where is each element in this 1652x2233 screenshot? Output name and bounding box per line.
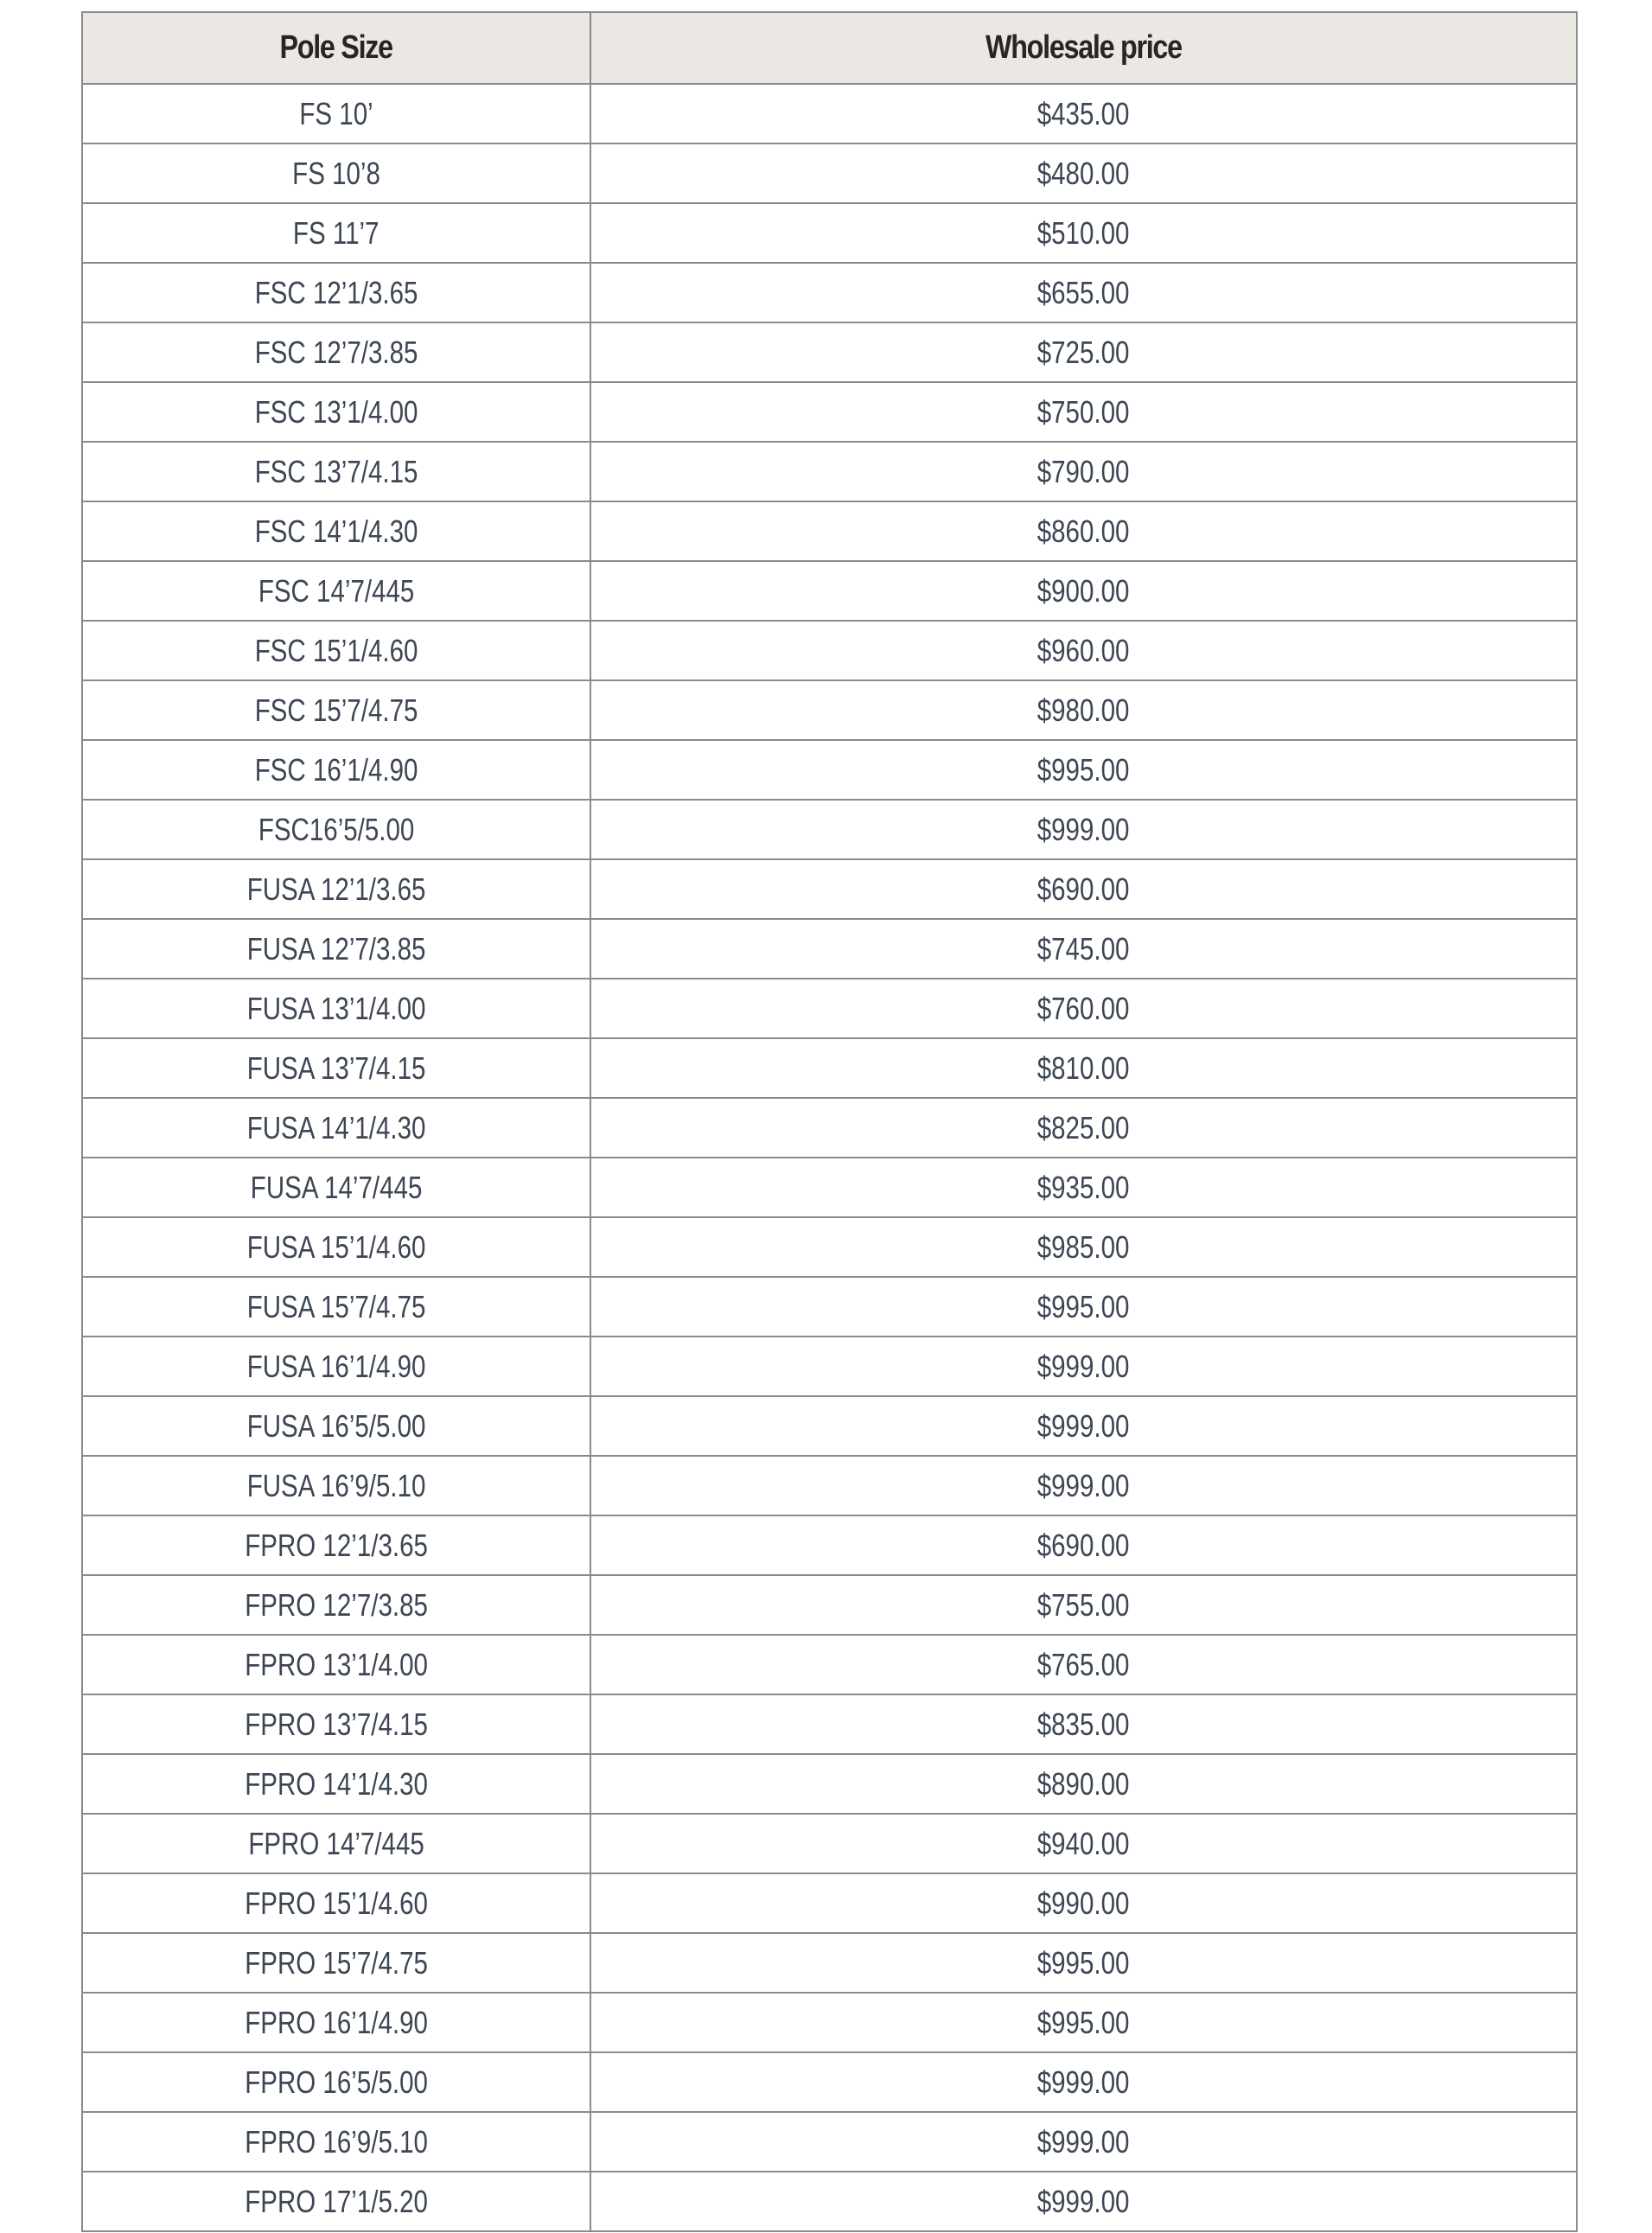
table-row	[82, 859, 1577, 919]
pole-size-cell	[82, 919, 590, 979]
pole-size-value: FSC 12’1/3.65	[254, 274, 418, 310]
wholesale-price-cell	[590, 1396, 1577, 1456]
wholesale-price-value: $980.00	[1037, 692, 1130, 728]
wholesale-price-value: $995.00	[1037, 751, 1130, 788]
table-row	[82, 800, 1577, 859]
wholesale-price-cell	[590, 1933, 1577, 1993]
wholesale-price-cell	[590, 1515, 1577, 1575]
wholesale-price-value: $935.00	[1037, 1169, 1130, 1205]
wholesale-price-value: $999.00	[1037, 2123, 1130, 2160]
wholesale-price-value: $750.00	[1037, 393, 1130, 430]
wholesale-price-value: $900.00	[1037, 572, 1130, 609]
pole-size-cell	[82, 1158, 590, 1217]
wholesale-price-value: $480.00	[1037, 155, 1130, 191]
table-row	[82, 1635, 1577, 1694]
pole-size-cell	[82, 1933, 590, 1993]
pole-size-value: FUSA 14’7/445	[250, 1169, 423, 1205]
table-row	[82, 1098, 1577, 1158]
wholesale-price-cell	[590, 1575, 1577, 1635]
wholesale-price-value: $999.00	[1037, 1407, 1130, 1444]
wholesale-price-cell	[590, 2052, 1577, 2112]
wholesale-price-cell	[590, 84, 1577, 144]
table-row	[82, 1456, 1577, 1515]
table-row	[82, 442, 1577, 501]
table-row	[82, 2052, 1577, 2112]
pole-size-cell	[82, 1635, 590, 1694]
pole-size-cell	[82, 2052, 590, 2112]
wholesale-price-value: $690.00	[1037, 1527, 1130, 1563]
table-row	[82, 561, 1577, 621]
wholesale-price-value: $999.00	[1037, 2183, 1130, 2219]
wholesale-price-value: $890.00	[1037, 1765, 1130, 1802]
pole-size-cell	[82, 2112, 590, 2172]
pole-size-value: FSC16’5/5.00	[258, 811, 415, 847]
wholesale-price-value: $999.00	[1037, 2064, 1130, 2100]
wholesale-price-value: $940.00	[1037, 1825, 1130, 1861]
wholesale-price-value: $755.00	[1037, 1586, 1130, 1623]
pole-size-cell	[82, 263, 590, 322]
table-row	[82, 1158, 1577, 1217]
table-row	[82, 501, 1577, 561]
wholesale-price-cell	[590, 561, 1577, 621]
column-header-wholesale-price-label: Wholesale price	[985, 29, 1182, 66]
wholesale-price-value: $510.00	[1037, 214, 1130, 251]
pole-size-value: FSC 13’1/4.00	[254, 393, 418, 430]
wholesale-price-value: $810.00	[1037, 1050, 1130, 1086]
pole-size-cell	[82, 1694, 590, 1754]
column-header-wholesale-price	[590, 12, 1577, 84]
table-row	[82, 1038, 1577, 1098]
pole-size-cell	[82, 740, 590, 800]
pole-size-value: FPRO 15’1/4.60	[245, 1885, 428, 1921]
table-row	[82, 680, 1577, 740]
table-row	[82, 919, 1577, 979]
pole-size-cell	[82, 144, 590, 203]
wholesale-price-cell	[590, 1635, 1577, 1694]
wholesale-price-value: $655.00	[1037, 274, 1130, 310]
wholesale-price-cell	[590, 203, 1577, 263]
pole-size-value: FS 10’	[299, 95, 373, 131]
pole-size-value: FUSA 16’1/4.90	[246, 1348, 426, 1384]
pole-size-value: FPRO 15’7/4.75	[245, 1944, 428, 1981]
pole-size-cell	[82, 1098, 590, 1158]
wholesale-price-value: $825.00	[1037, 1109, 1130, 1145]
table-row	[82, 2112, 1577, 2172]
wholesale-price-cell	[590, 442, 1577, 501]
pole-size-value: FPRO 13’7/4.15	[245, 1706, 428, 1742]
pole-size-cell	[82, 561, 590, 621]
pole-size-cell	[82, 1993, 590, 2052]
pole-size-cell	[82, 501, 590, 561]
table-row	[82, 1217, 1577, 1277]
wholesale-price-value: $835.00	[1037, 1706, 1130, 1742]
table-row	[82, 1754, 1577, 1814]
pole-size-cell	[82, 84, 590, 144]
pole-size-cell	[82, 1873, 590, 1933]
pole-size-cell	[82, 382, 590, 442]
wholesale-price-cell	[590, 382, 1577, 442]
wholesale-price-value: $860.00	[1037, 513, 1130, 549]
pole-size-cell	[82, 680, 590, 740]
pole-size-value: FUSA 14’1/4.30	[246, 1109, 426, 1145]
pole-size-cell	[82, 1396, 590, 1456]
table-row	[82, 263, 1577, 322]
table-row	[82, 2172, 1577, 2231]
pole-size-cell	[82, 1217, 590, 1277]
wholesale-price-cell	[590, 621, 1577, 680]
wholesale-price-value: $765.00	[1037, 1646, 1130, 1682]
pole-size-value: FPRO 16’5/5.00	[245, 2064, 428, 2100]
wholesale-price-cell	[590, 2172, 1577, 2231]
table-row	[82, 1814, 1577, 1873]
wholesale-price-cell	[590, 1038, 1577, 1098]
table-row	[82, 322, 1577, 382]
wholesale-price-value: $995.00	[1037, 2004, 1130, 2040]
wholesale-price-cell	[590, 1754, 1577, 1814]
wholesale-price-cell	[590, 1098, 1577, 1158]
pole-size-value: FS 10’8	[292, 155, 380, 191]
pole-size-value: FSC 12’7/3.85	[254, 334, 418, 370]
pole-size-value: FUSA 15’7/4.75	[246, 1288, 426, 1324]
table-row	[82, 1993, 1577, 2052]
table-row	[82, 740, 1577, 800]
pole-size-cell	[82, 1754, 590, 1814]
wholesale-price-cell	[590, 800, 1577, 859]
wholesale-price-cell	[590, 322, 1577, 382]
pole-size-cell	[82, 859, 590, 919]
wholesale-price-value: $790.00	[1037, 453, 1130, 489]
pole-size-value: FPRO 13’1/4.00	[245, 1646, 428, 1682]
pole-size-cell	[82, 322, 590, 382]
table-row	[82, 1515, 1577, 1575]
wholesale-price-value: $999.00	[1037, 1348, 1130, 1384]
table-row	[82, 1933, 1577, 1993]
pole-size-cell	[82, 203, 590, 263]
pole-size-cell	[82, 1515, 590, 1575]
wholesale-price-value: $990.00	[1037, 1885, 1130, 1921]
wholesale-price-cell	[590, 740, 1577, 800]
table-row	[82, 144, 1577, 203]
pole-size-value: FUSA 12’7/3.85	[246, 930, 426, 967]
table-row	[82, 203, 1577, 263]
column-header-pole-size	[82, 12, 590, 84]
table-header	[82, 12, 1577, 84]
wholesale-price-cell	[590, 1993, 1577, 2052]
pole-size-value: FPRO 14’1/4.30	[245, 1765, 428, 1802]
table-row	[82, 1575, 1577, 1635]
wholesale-price-value: $995.00	[1037, 1288, 1130, 1324]
pole-size-cell	[82, 1277, 590, 1337]
wholesale-price-value: $760.00	[1037, 990, 1130, 1026]
wholesale-price-value: $985.00	[1037, 1228, 1130, 1265]
table-row	[82, 1694, 1577, 1754]
pole-size-value: FUSA 12’1/3.65	[246, 871, 426, 907]
wholesale-price-cell	[590, 1873, 1577, 1933]
table-row	[82, 1396, 1577, 1456]
wholesale-price-cell	[590, 1158, 1577, 1217]
wholesale-price-cell	[590, 919, 1577, 979]
pole-size-cell	[82, 621, 590, 680]
wholesale-price-cell	[590, 1337, 1577, 1396]
wholesale-price-cell	[590, 859, 1577, 919]
pole-size-value: FPRO 16’9/5.10	[245, 2123, 428, 2160]
pole-size-value: FSC 15’1/4.60	[254, 632, 418, 668]
table-row	[82, 1337, 1577, 1396]
wholesale-price-cell	[590, 1694, 1577, 1754]
pole-size-value: FPRO 12’1/3.65	[245, 1527, 428, 1563]
table-row	[82, 979, 1577, 1038]
wholesale-price-value: $725.00	[1037, 334, 1130, 370]
column-header-pole-size-label: Pole Size	[279, 29, 393, 66]
pole-size-cell	[82, 442, 590, 501]
table-row	[82, 84, 1577, 144]
pole-size-value: FUSA 13’7/4.15	[246, 1050, 426, 1086]
wholesale-price-cell	[590, 263, 1577, 322]
wholesale-price-cell	[590, 1814, 1577, 1873]
wholesale-price-value: $690.00	[1037, 871, 1130, 907]
pole-size-value: FSC 13’7/4.15	[254, 453, 418, 489]
wholesale-price-value: $999.00	[1037, 1467, 1130, 1503]
wholesale-price-cell	[590, 1277, 1577, 1337]
wholesale-price-cell	[590, 501, 1577, 561]
pole-size-value: FSC 14’1/4.30	[254, 513, 418, 549]
table-row	[82, 1277, 1577, 1337]
pole-size-value: FS 11’7	[293, 214, 380, 251]
wholesale-price-value: $745.00	[1037, 930, 1130, 967]
pole-size-value: FSC 15’7/4.75	[254, 692, 418, 728]
pole-size-value: FUSA 16’5/5.00	[246, 1407, 426, 1444]
pole-size-cell	[82, 1814, 590, 1873]
pole-size-value: FSC 14’7/445	[258, 572, 415, 609]
pole-size-value: FUSA 13’1/4.00	[246, 990, 426, 1026]
pole-size-value: FPRO 14’7/445	[248, 1825, 424, 1861]
table-row	[82, 621, 1577, 680]
pole-size-value: FUSA 16’9/5.10	[246, 1467, 426, 1503]
wholesale-price-value: $435.00	[1037, 95, 1130, 131]
pole-size-cell	[82, 800, 590, 859]
pole-size-value: FUSA 15’1/4.60	[246, 1228, 426, 1265]
wholesale-price-cell	[590, 979, 1577, 1038]
pole-size-value: FSC 16’1/4.90	[254, 751, 418, 788]
wholesale-price-cell	[590, 2112, 1577, 2172]
pole-size-cell	[82, 1038, 590, 1098]
table-row	[82, 382, 1577, 442]
pole-size-value: FPRO 12’7/3.85	[245, 1586, 428, 1623]
pole-size-cell	[82, 1456, 590, 1515]
wholesale-price-value: $995.00	[1037, 1944, 1130, 1981]
table-row	[82, 1873, 1577, 1933]
pole-size-cell	[82, 1337, 590, 1396]
pole-size-value: FPRO 16’1/4.90	[245, 2004, 428, 2040]
header-row	[82, 12, 1577, 84]
price-table	[81, 11, 1578, 2232]
pole-size-value: FPRO 17’1/5.20	[245, 2183, 428, 2219]
wholesale-price-cell	[590, 144, 1577, 203]
pole-size-cell	[82, 2172, 590, 2231]
wholesale-price-cell	[590, 680, 1577, 740]
pole-size-cell	[82, 1575, 590, 1635]
wholesale-price-value: $960.00	[1037, 632, 1130, 668]
pole-size-cell	[82, 979, 590, 1038]
table-body	[82, 84, 1577, 2231]
wholesale-price-value: $999.00	[1037, 811, 1130, 847]
wholesale-price-cell	[590, 1456, 1577, 1515]
wholesale-price-cell	[590, 1217, 1577, 1277]
